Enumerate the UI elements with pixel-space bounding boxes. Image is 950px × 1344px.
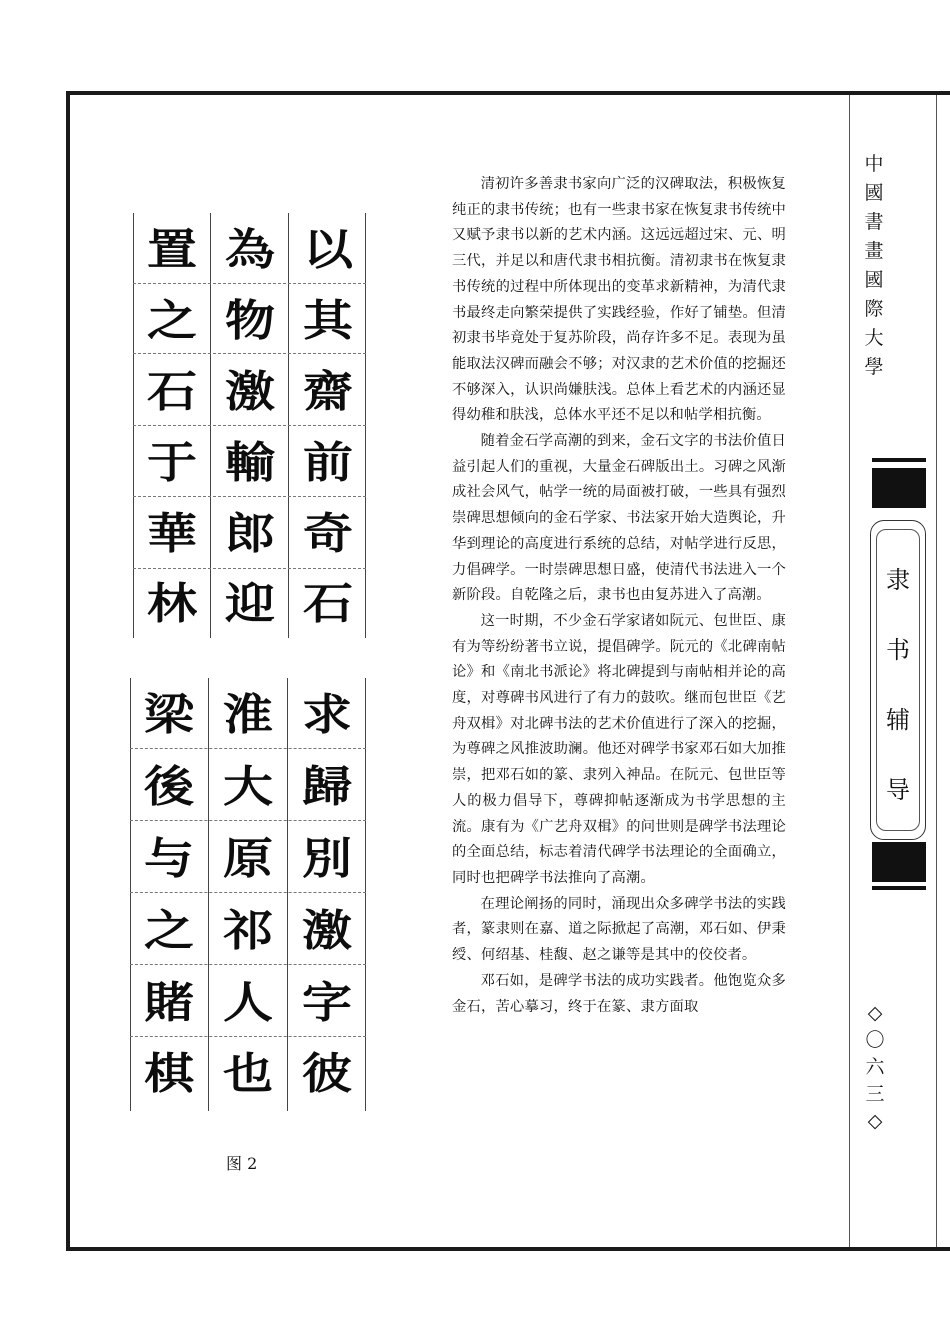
calligraphy-character: 其 [303, 295, 353, 346]
frame-top-border [66, 91, 950, 95]
calligraphy-character: 輸 [225, 437, 275, 488]
article-paragraph: 邓石如，是碑学书法的成功实践者。他饱览众多金石，苦心摹习，终于在篆、隶方面取 [452, 972, 786, 1015]
calligraphy-character: 石 [303, 578, 353, 629]
calligraphy-character: 別 [302, 833, 352, 884]
calligraphy-character: 求 [302, 689, 352, 740]
article-paragraph: 随着金石学高潮的到来，金石文字的书法价值日益引起人们的重视，大量金石碑版出土。习碑之风渐成社会风气，帖学一统的局面被打破，一些具有强烈崇碑思想倾向的金石学家、书法家开始大造舆论，升华到理论的高度进行系统的总结，对帖学进行反思，力倡碑学。一时崇碑思想日盛，使清代书法进入一个新阶段。自乾隆之后，隶书也由复苏进入了高潮。 [452, 433, 786, 604]
calligraphy-character: 後 [144, 761, 194, 812]
banner-cap-top [872, 468, 926, 508]
calligraphy-character: 大 [223, 761, 273, 812]
calligraphy-character: 人 [223, 977, 273, 1028]
calligraphy-character: 梁 [144, 689, 194, 740]
banner-rule-top [872, 458, 926, 462]
calligraphy-character: 淮 [223, 689, 273, 740]
calligraphy-plate-top [133, 213, 366, 638]
calligraphy-character: 棋 [144, 1048, 194, 1099]
calligraphy-character: 石 [147, 366, 197, 417]
calligraphy-character: 于 [147, 437, 197, 488]
calligraphy-character: 歸 [302, 761, 352, 812]
calligraphy-character: 迎 [225, 578, 275, 629]
page-number: ◇〇六三◇ [865, 1002, 885, 1132]
sidebar-divider-right [936, 95, 937, 1247]
calligraphy-plate-bottom [130, 678, 366, 1111]
calligraphy-character: 賭 [144, 977, 194, 1028]
calligraphy-character: 彼 [302, 1048, 352, 1099]
calligraphy-character: 激 [302, 905, 352, 956]
article-paragraph: 在理论阐扬的同时，涌现出众多碑学书法的实践者，篆隶则在嘉、道之际掀起了高潮，邓石如、伊秉绶、何绍基、桂馥、赵之谦等是其中的佼佼者。 [452, 895, 786, 964]
sidebar-divider-left [849, 95, 850, 1247]
frame-bottom-border [66, 1247, 950, 1251]
figure-caption: 图 2 [226, 1154, 258, 1173]
calligraphy-character: 前 [303, 437, 353, 488]
frame-left-border [66, 91, 70, 1251]
calligraphy-character: 物 [225, 295, 275, 346]
calligraphy-character: 字 [302, 977, 352, 1028]
series-title: 中國書畫國際大學 [864, 153, 884, 378]
calligraphy-character: 郎 [225, 508, 275, 559]
calligraphy-character: 華 [147, 508, 197, 559]
calligraphy-character: 奇 [303, 508, 353, 559]
section-title: 隶书辅导 [886, 566, 910, 804]
calligraphy-character: 祁 [223, 905, 273, 956]
calligraphy-character: 置 [147, 224, 197, 275]
calligraphy-character: 林 [147, 578, 197, 629]
calligraphy-character: 与 [144, 833, 194, 884]
banner-rule-bottom [872, 886, 926, 890]
calligraphy-character: 之 [144, 905, 194, 956]
calligraphy-character: 齋 [303, 366, 353, 417]
article-paragraph: 这一时期，不少金石学家诸如阮元、包世臣、康有为等纷纷著书立说，提倡碑学。阮元的《北碑南帖论》和《南北书派论》将北碑提到与南帖相并论的高度，对尊碑书风进行了有力的鼓吹。继而包世臣《艺舟双楫》对北碑书法的艺术价值进行了深入的挖掘，为尊碑之风推波助澜。他还对碑学书家邓石如大加推崇，把邓石如的篆、隶列入神品。在阮元、包世臣等人的极力倡导下，尊碑抑帖逐渐成为书学思想的主流。康有为《广艺舟双楫》的问世则是碑学书法理论的全面总结，标志着清代碑学书法理论的全面确立，同时也把碑学书法推向了高潮。 [452, 612, 786, 886]
calligraphy-character: 也 [223, 1048, 273, 1099]
calligraphy-character: 之 [147, 295, 197, 346]
article-body [452, 172, 786, 1020]
calligraphy-character: 激 [225, 366, 275, 417]
banner-cap-bottom [872, 842, 926, 882]
calligraphy-character: 原 [223, 833, 273, 884]
calligraphy-character: 以 [303, 224, 353, 275]
article-paragraph: 清初许多善隶书家向广泛的汉碑取法，积极恢复纯正的隶书传统；也有一些隶书家在恢复隶书传统中又赋予隶书以新的艺术内涵。这远远超过宋、元、明三代，并足以和唐代隶书相抗衡。清初隶书在恢复隶书传统的过程中所体现出的变革求新精神，为清代隶书最终走向繁荣提供了实践经验，作好了铺垫。但清初隶书毕竟处于复苏阶段，尚存许多不足。表现为虽能取法汉碑而融会不够；对汉隶的艺术价值的挖掘还不够深入，认识尚嫌肤浅。总体上看艺术的内涵还显得幼稚和肤浅，总体水平还不足以和帖学相抗衡。 [452, 176, 786, 424]
calligraphy-character: 為 [225, 224, 275, 275]
